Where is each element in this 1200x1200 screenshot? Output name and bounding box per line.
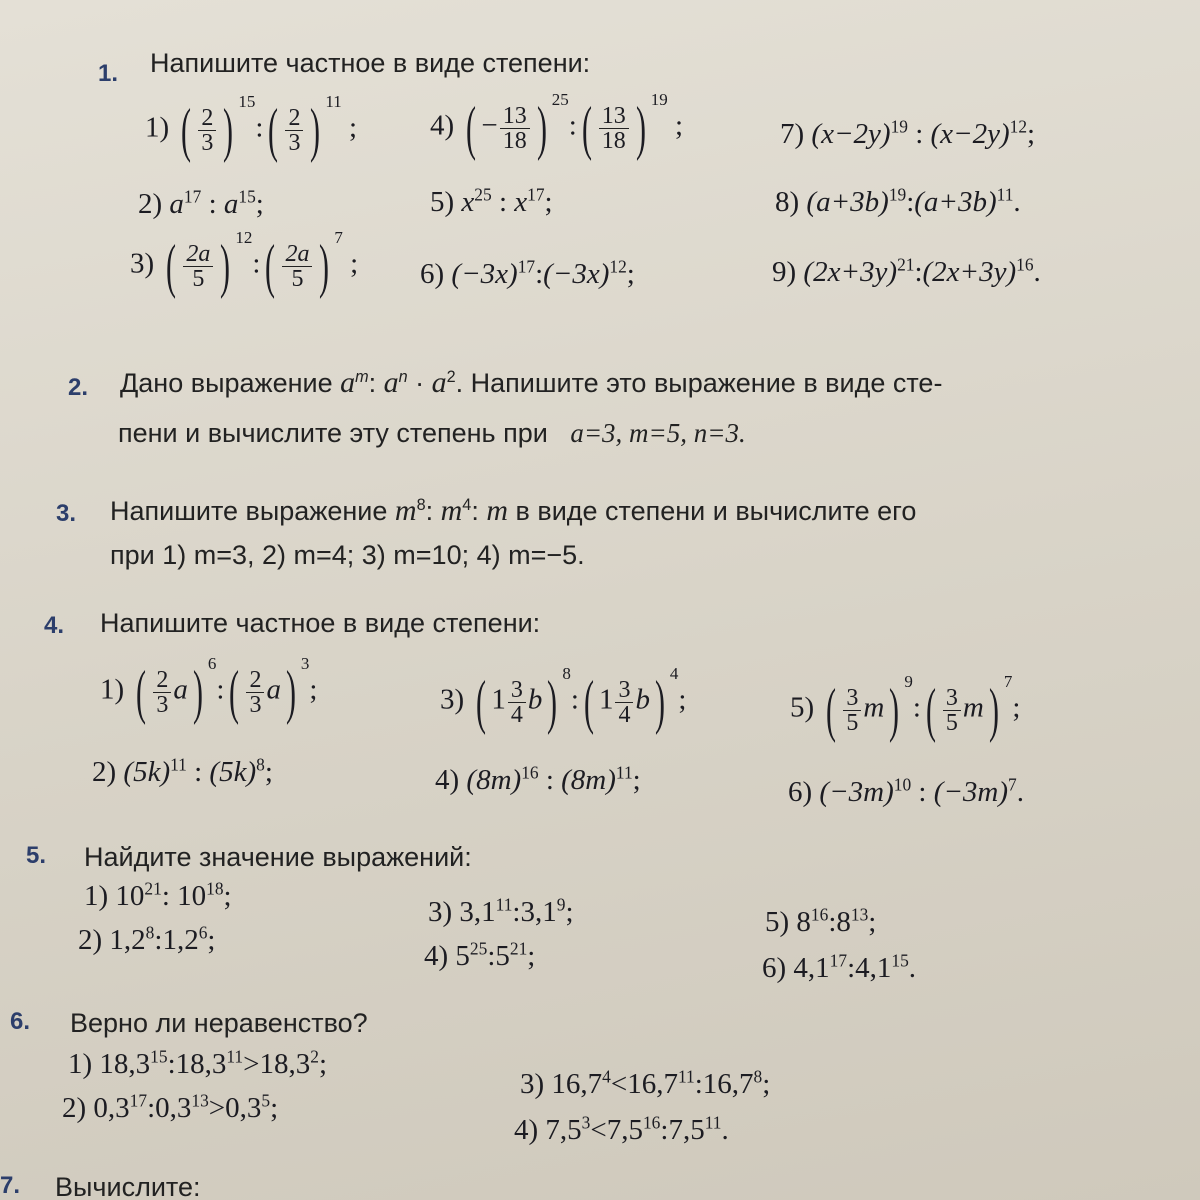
problem-4-title: Напишите частное в виде степени: bbox=[100, 608, 541, 638]
p1-item-1: 1) ( $\frac{2}{3}$ ) $^{15}$:( $\frac{2}{3}$ ) $^{11}$ ; bbox=[145, 92, 358, 163]
p4-item-3: 3) ( 1 $\frac{3}{4}$ b) $^8$:( 1 $\frac{3}{4}$ b) $^4$; bbox=[440, 664, 687, 735]
problem-4-number: 4. bbox=[44, 612, 65, 639]
p5-item-6: 6) $4,1^{17}:4,1^{15}$. bbox=[762, 950, 917, 984]
p5-item-3: 3) $3,1^{11}:3,1^9$; bbox=[428, 894, 574, 928]
p4-item-1: 1) ( $\frac{2}{3}$ a) $^6$:( $\frac{2}{3}$ a) $^3$; bbox=[100, 654, 318, 725]
problem-6-number: 6. bbox=[10, 1008, 31, 1035]
p5-item-5: 5) $8^{16}:8^{13}$; bbox=[765, 904, 877, 938]
p4-item-6: 6) $(-3m)^{10}$ : $(-3m)^7$. bbox=[788, 774, 1024, 808]
problem-5-number: 5. bbox=[26, 842, 47, 869]
problem-7-title: Вычислите: bbox=[55, 1172, 201, 1200]
p6-item-3: 3) $16,7^4<16,7^{11}:16,7^8$; bbox=[520, 1066, 771, 1100]
p6-item-2: 2) $0,3^{17}:0,3^{13}>0,3^5$; bbox=[62, 1090, 279, 1124]
problem-1-title: Напишите частное в виде степени: bbox=[150, 48, 591, 78]
problem-5-title: Найдите значение выражений: bbox=[84, 842, 472, 872]
p1-item-6: 6) $(-3x)^{17}:(-3x)^{12}$; bbox=[420, 256, 635, 290]
p5-item-4: 4) $5^{25}:5^{21}$; bbox=[424, 938, 536, 972]
problem-2-line-1: Дано выражение $a^m$: $a^n \cdot a^2$. Напишите это выражение в виде сте- bbox=[120, 366, 943, 399]
p1-item-7: 7) $(x-2y)^{19}$ : $(x-2y)^{12}$; bbox=[780, 116, 1036, 150]
p4-item-4: 4) $(8m)^{16}$ : $(8m)^{11}$; bbox=[435, 762, 641, 796]
problem-1-number: 1. bbox=[98, 60, 119, 87]
p1-item-4: 4) ( − $\frac{13}{18}$ ) $^{25}$:( $\frac{13}{18}$ ) $^{19}$ ; bbox=[430, 90, 684, 161]
problem-6-title: Верно ли неравенство? bbox=[70, 1008, 368, 1038]
p1-item-9: 9) $(2x+3y)^{21}:(2x+3y)^{16}$. bbox=[772, 254, 1041, 288]
p1-item-3: 3) ( $\frac{2a}{5}$ ) $^{12}$:( $\frac{2a}{5}$ ) $^7$ ; bbox=[130, 228, 359, 299]
problem-7-number: 7. bbox=[0, 1172, 21, 1199]
problem-2-line-2: пени и вычислите эту степень при a=3, m=5, n=3. bbox=[118, 418, 746, 448]
problem-3-line-1: Напишите выражение $m^8$: $m^4$: m в виде степени и вычислите его bbox=[110, 494, 917, 527]
p1-item-8: 8) $(a+3b)^{19}:(a+3b)^{11}$. bbox=[775, 184, 1021, 218]
p5-item-2: 2) $1,2^8:1,2^6$; bbox=[78, 922, 216, 956]
problem-2-number: 2. bbox=[68, 374, 89, 401]
p6-item-4: 4) $7,5^3<7,5^{16}:7,5^{11}$. bbox=[514, 1112, 729, 1146]
p4-item-5: 5) ( $\frac{3}{5}$ m) $^9$:( $\frac{3}{5}$ m) $^7$; bbox=[790, 672, 1021, 743]
problem-3-line-2: при 1) m=3, 2) m=4; 3) m=10; 4) m=−5. bbox=[110, 540, 585, 570]
p6-item-1: 1) $18,3^{15}:18,3^{11}>18,3^2$; bbox=[68, 1046, 327, 1080]
problem-3-number: 3. bbox=[56, 500, 77, 527]
p1-item-5: 5) $x^{25}$ : $x^{17}$; bbox=[430, 184, 553, 218]
p1-item-2: 2) $a^{17}$ : $a^{15}$; bbox=[138, 186, 264, 220]
p4-item-2: 2) $(5k)^{11}$ : $(5k)^8$; bbox=[92, 754, 273, 788]
p5-item-1: 1) $10^{21}$: $10^{18}$; bbox=[84, 878, 232, 912]
